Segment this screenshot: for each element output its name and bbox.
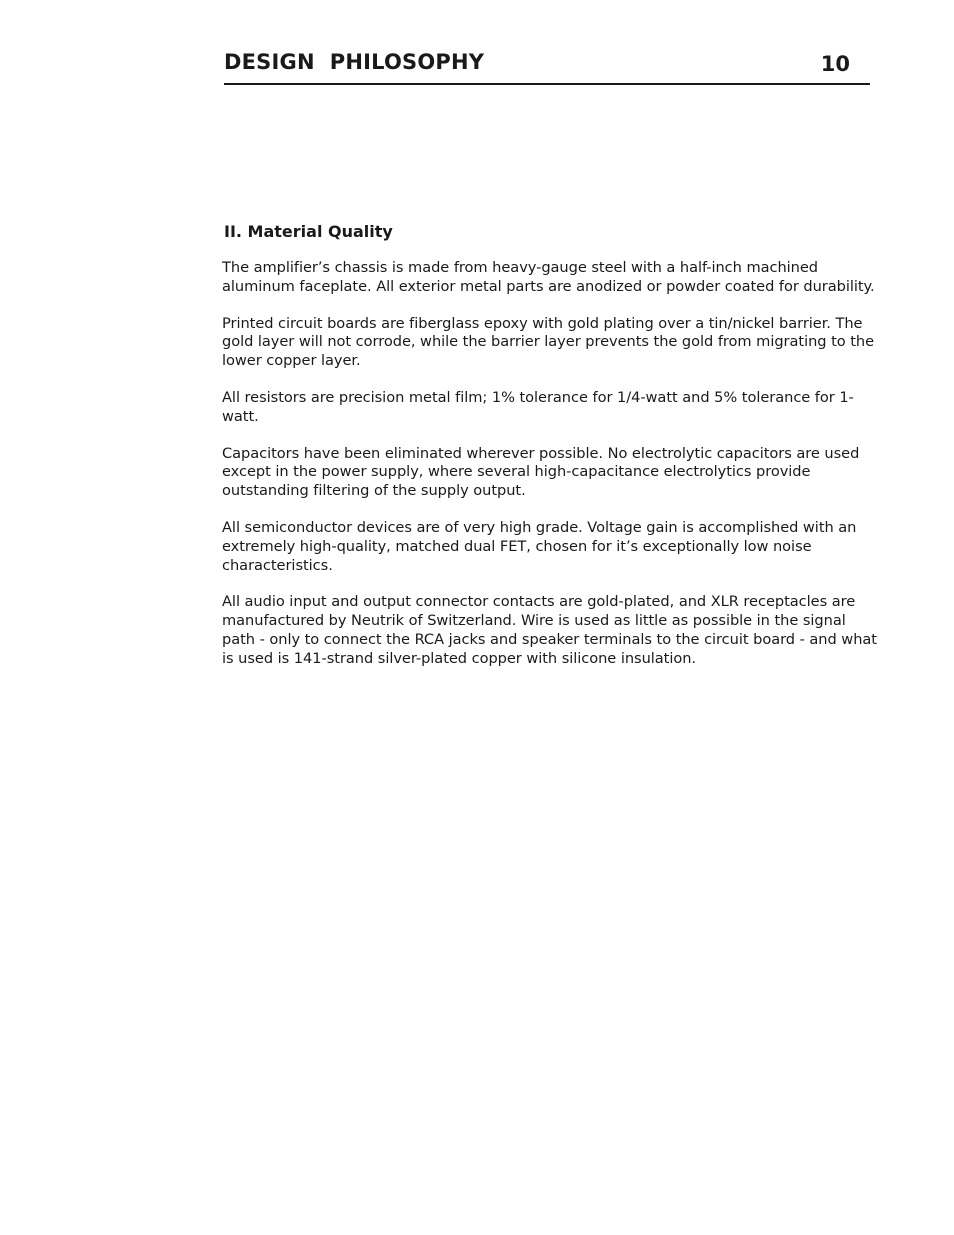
paragraph-capacitors: Capacitors have been eliminated wherever possible. No electrolytic capacitors are used except in the power supply, where several high-capacitance electrolytics provide outstanding filtering of the supply output. [222,444,860,500]
paragraph-connectors: All audio input and output connector contacts are gold-plated, and XLR receptacles are manufactured by Neutrik of Switzerland. Wire is used as little as possible in the signal path - only to connect the RCA jacks and speaker terminals to the circuit board - and what is used is 141-strand silver-plated copper with silicone insulation. [222,593,877,667]
page-title: DESIGN PHILOSOPHY [224,50,485,74]
section-body [222,259,878,687]
paragraph-semiconductors: All semiconductor devices are of very high grade. Voltage gain is accomplished with an extremely high-quality, matched dual FET, chosen for it’s exceptionally low noise characteristics. [222,518,857,574]
page-header [224,48,870,85]
page-number: 10 [820,52,850,76]
paragraph-circuit-boards: Printed circuit boards are fiberglass epoxy with gold plating over a tin/nickel barrier. The gold layer will not corrode, while the barrier layer prevents the gold from migrating to the lower copper layer. [222,314,875,370]
section-heading: II. Material Quality [224,222,393,241]
paragraph-resistors: All resistors are precision metal film; 1% tolerance for 1/4-watt and 5% tolerance for 1-watt. [222,388,854,425]
paragraph-chassis: The amplifier’s chassis is made from heavy-gauge steel with a half-inch machined aluminum faceplate. All exterior metal parts are anodized or powder coated for durability. [222,259,875,295]
